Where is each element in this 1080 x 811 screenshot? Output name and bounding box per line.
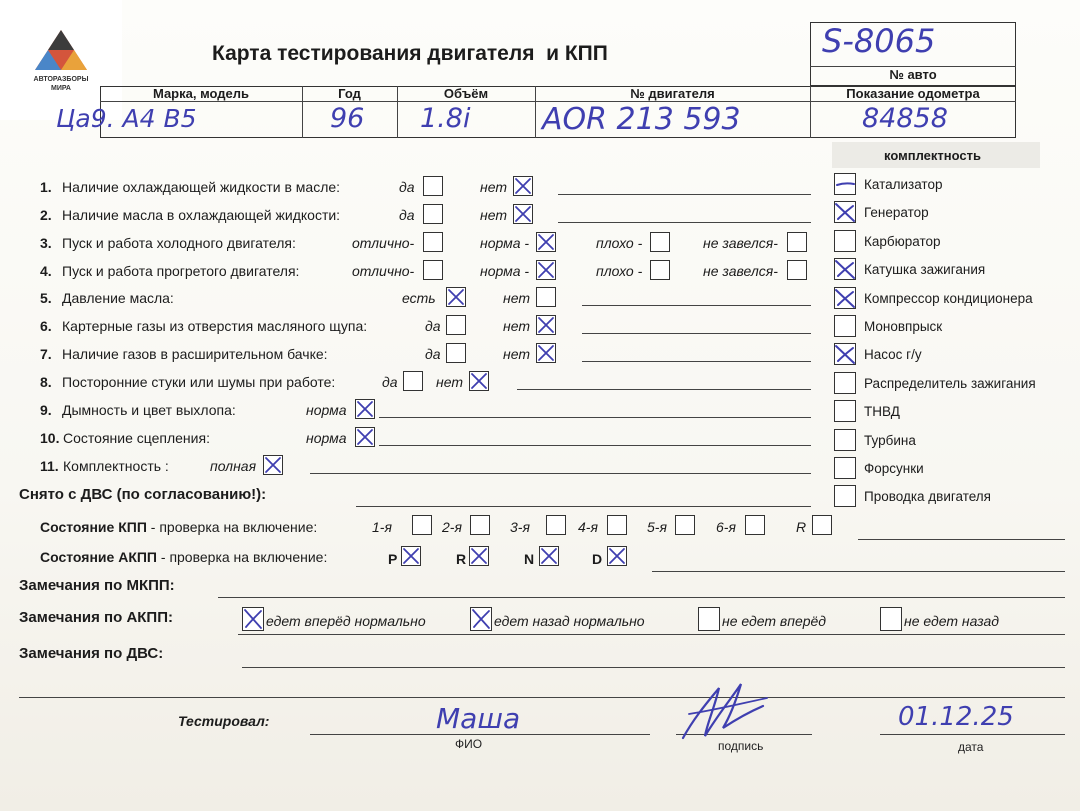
check-option-box[interactable] bbox=[536, 260, 556, 280]
check-row-number: 6. bbox=[40, 318, 52, 334]
check-option-box[interactable] bbox=[787, 260, 807, 280]
col-engine-number-header: № двигателя bbox=[630, 86, 715, 101]
check-option-box[interactable] bbox=[423, 260, 443, 280]
akpp-note-label: не едет назад bbox=[904, 613, 999, 629]
check-row-text: Давление масла: bbox=[62, 290, 174, 306]
logo-mark-icon bbox=[31, 26, 91, 74]
tested-by-label: Тестировал: bbox=[178, 713, 270, 729]
check-option-label: нет bbox=[503, 346, 530, 362]
check-row-text: Комплектность : bbox=[63, 458, 169, 474]
check-option-label: отлично- bbox=[352, 263, 415, 279]
check-option-box[interactable] bbox=[513, 176, 533, 196]
check-option-box[interactable] bbox=[446, 343, 466, 363]
check-row-text: Дымность и цвет выхлопа: bbox=[62, 402, 236, 418]
check-option-label: нет bbox=[503, 318, 530, 334]
check-row-line bbox=[558, 194, 811, 195]
removed-from-engine-label: Снято с ДВС (по согласованию!): bbox=[19, 486, 267, 503]
check-option-label: да bbox=[399, 179, 415, 195]
akpp-note-label: не едет вперёд bbox=[722, 613, 827, 629]
kpp-row-label bbox=[40, 519, 317, 535]
check-option-box[interactable] bbox=[355, 427, 375, 447]
year-value: 96 bbox=[330, 103, 365, 134]
check-option-label: есть bbox=[402, 290, 436, 306]
check-option-label: плохо - bbox=[596, 235, 643, 251]
check-option-label: плохо - bbox=[596, 263, 643, 279]
akpp-mode-box[interactable] bbox=[539, 546, 559, 566]
check-row-line bbox=[379, 445, 811, 446]
check-row-number: 7. bbox=[40, 346, 52, 362]
check-row-number: 8. bbox=[40, 374, 52, 390]
akpp-note-box[interactable] bbox=[242, 607, 264, 631]
check-option-box[interactable] bbox=[536, 287, 556, 307]
check-row-text: Наличие масла в охлаждающей жидкости: bbox=[62, 207, 341, 223]
check-option-box[interactable] bbox=[423, 232, 443, 252]
check-row-number: 4. bbox=[40, 263, 52, 279]
kpp-gear-box[interactable] bbox=[412, 515, 432, 535]
notes-akpp-label: Замечания по АКПП: bbox=[19, 609, 173, 626]
komplekt-checkbox[interactable] bbox=[834, 315, 856, 337]
check-option-box[interactable] bbox=[355, 399, 375, 419]
check-option-label: нет bbox=[436, 374, 463, 390]
akpp-title: Состояние АКПП bbox=[40, 549, 157, 565]
akpp-mode-box[interactable] bbox=[401, 546, 421, 566]
akpp-mode-label: P bbox=[388, 551, 398, 567]
check-row-line bbox=[517, 389, 811, 390]
check-option-label: полная bbox=[210, 458, 257, 474]
check-row-number: 9. bbox=[40, 402, 52, 418]
komplekt-checkbox[interactable] bbox=[834, 201, 856, 223]
komplekt-checkbox[interactable] bbox=[834, 429, 856, 451]
kpp-gear-label: 3-я bbox=[510, 519, 530, 535]
logo-text-line2: МИРА bbox=[51, 85, 71, 92]
akpp-mode-label: D bbox=[592, 551, 603, 567]
col-year-header: Год bbox=[338, 86, 361, 101]
check-option-box[interactable] bbox=[536, 232, 556, 252]
komplekt-checkbox[interactable] bbox=[834, 457, 856, 479]
check-row-number: 1. bbox=[40, 179, 52, 195]
komplekt-checkbox[interactable] bbox=[834, 173, 856, 195]
check-row-text: Пуск и работа холодного двигателя: bbox=[62, 235, 296, 251]
kpp-gear-box[interactable] bbox=[745, 515, 765, 535]
komplekt-item-label: Насос г/у bbox=[864, 347, 922, 363]
check-row-text: Картерные газы из отверстия масляного щупа: bbox=[62, 318, 368, 334]
komplekt-title: комплектность bbox=[884, 148, 981, 163]
akpp-note-box[interactable] bbox=[698, 607, 720, 631]
check-option-box[interactable] bbox=[263, 455, 283, 475]
tester-name-value: Маша bbox=[436, 702, 521, 735]
check-row-number: 3. bbox=[40, 235, 52, 251]
komplekt-checkbox[interactable] bbox=[834, 258, 856, 280]
check-row-number: 11. bbox=[40, 458, 59, 474]
auto-number-label: № авто bbox=[889, 67, 937, 82]
kpp-gear-label: 1-я bbox=[372, 519, 392, 535]
check-option-label: норма - bbox=[480, 235, 530, 251]
check-row-line bbox=[582, 305, 811, 306]
kpp-gear-label: 4-я bbox=[578, 519, 598, 535]
notes-mkpp-label: Замечания по МКПП: bbox=[19, 577, 175, 594]
komplekt-item-label: Карбюратор bbox=[864, 233, 941, 249]
komplekt-item-label: Турбина bbox=[864, 432, 916, 448]
check-option-label: отлично- bbox=[352, 235, 415, 251]
kpp-gear-box[interactable] bbox=[675, 515, 695, 535]
check-option-label: да bbox=[425, 318, 441, 334]
komplekt-item-label: ТНВД bbox=[864, 404, 900, 420]
akpp-subtitle: - проверка на включение: bbox=[157, 549, 328, 565]
date-caption: дата bbox=[958, 740, 984, 754]
check-row-text: Наличие охлаждающей жидкости в масле: bbox=[62, 179, 341, 195]
col-make-header: Марка, модель bbox=[152, 86, 250, 101]
signature-caption: подпись bbox=[718, 739, 764, 753]
akpp-note-label: едет назад нормально bbox=[494, 613, 645, 629]
auto-number-value: S-8065 bbox=[822, 22, 936, 60]
check-option-label: норма bbox=[306, 402, 347, 418]
komplekt-item-label: Компрессор кондиционера bbox=[864, 290, 1033, 306]
akpp-mode-label: N bbox=[524, 551, 535, 567]
check-option-label: да bbox=[425, 346, 441, 362]
akpp-mode-box[interactable] bbox=[607, 546, 627, 566]
check-option-box[interactable] bbox=[787, 232, 807, 252]
komplekt-item-label: Моновпрыск bbox=[864, 319, 943, 334]
check-option-box[interactable] bbox=[403, 371, 423, 391]
komplekt-checkbox[interactable] bbox=[834, 230, 856, 252]
komplekt-item-label: Генератор bbox=[864, 205, 929, 221]
check-option-box[interactable] bbox=[423, 176, 443, 196]
komplekt-checkbox[interactable] bbox=[834, 372, 856, 394]
check-option-label: не завелся- bbox=[703, 263, 778, 279]
akpp-row-label bbox=[40, 549, 327, 565]
kpp-gear-box[interactable] bbox=[470, 515, 490, 535]
kpp-gear-box[interactable] bbox=[607, 515, 627, 535]
check-option-box[interactable] bbox=[536, 343, 556, 363]
akpp-note-box[interactable] bbox=[470, 607, 492, 631]
check-option-box[interactable] bbox=[650, 260, 670, 280]
signature-icon bbox=[675, 676, 775, 746]
kpp-subtitle: - проверка на включение: bbox=[146, 519, 318, 535]
kpp-gear-label: 2-я bbox=[442, 519, 462, 535]
check-row-text: Посторонние стуки или шумы при работе: bbox=[62, 374, 336, 390]
check-row-number: 2. bbox=[40, 207, 52, 223]
komplekt-checkbox[interactable] bbox=[834, 400, 856, 422]
check-option-label: нет bbox=[480, 207, 507, 223]
check-option-box[interactable] bbox=[469, 371, 489, 391]
check-option-label: норма bbox=[306, 430, 347, 446]
komplekt-item-label: Катализатор bbox=[864, 177, 943, 192]
check-option-box[interactable] bbox=[536, 315, 556, 335]
col-odometer-header: Показание одометра bbox=[846, 86, 980, 101]
kpp-title: Состояние КПП bbox=[40, 519, 147, 535]
engine-number-value: AOR 213 593 bbox=[542, 102, 741, 137]
logo-text-line1: АВТОРАЗБОРЫ bbox=[33, 76, 89, 83]
check-row-number: 10. bbox=[40, 430, 60, 446]
akpp-mode-label: R bbox=[456, 551, 467, 567]
check-row-text: Наличие газов в расширительном бачке: bbox=[62, 346, 328, 362]
check-row-line bbox=[558, 222, 811, 223]
check-option-label: норма - bbox=[480, 263, 530, 279]
check-option-box[interactable] bbox=[446, 315, 466, 335]
check-row-line bbox=[379, 417, 811, 418]
akpp-note-label: едет вперёд нормально bbox=[266, 613, 426, 629]
check-row-number: 5. bbox=[40, 290, 52, 306]
check-option-label: не завелся- bbox=[703, 235, 778, 251]
check-option-box[interactable] bbox=[423, 204, 443, 224]
date-value: 01.12.25 bbox=[898, 702, 1014, 732]
komplekt-item-label: Проводка двигателя bbox=[864, 489, 991, 505]
check-row-text: Пуск и работа прогретого двигателя: bbox=[62, 263, 300, 279]
fio-caption: ФИО bbox=[455, 737, 483, 751]
komplekt-checkbox[interactable] bbox=[834, 287, 856, 309]
check-row-line bbox=[582, 333, 811, 334]
kpp-gear-box[interactable] bbox=[546, 515, 566, 535]
form-title: Карта тестирования двигателя и КПП bbox=[212, 42, 608, 65]
kpp-gear-label: R bbox=[796, 519, 807, 535]
check-option-box[interactable] bbox=[513, 204, 533, 224]
akpp-note-box[interactable] bbox=[880, 607, 902, 631]
check-row-line bbox=[310, 473, 811, 474]
check-option-box[interactable] bbox=[446, 287, 466, 307]
check-row-line bbox=[582, 361, 811, 362]
komplekt-checkbox[interactable] bbox=[834, 343, 856, 365]
komplekt-item-label: Распределитель зажигания bbox=[864, 375, 1036, 391]
kpp-gear-label: 6-я bbox=[716, 519, 736, 535]
kpp-gear-label: 5-я bbox=[647, 519, 667, 535]
check-option-label: нет bbox=[503, 290, 530, 306]
check-option-label: да bbox=[399, 207, 415, 223]
check-option-label: да bbox=[382, 374, 398, 390]
check-option-box[interactable] bbox=[650, 232, 670, 252]
make-model-value: Ца9. А4 В5 bbox=[56, 104, 197, 133]
akpp-mode-box[interactable] bbox=[469, 546, 489, 566]
komplekt-item-label: Катушка зажигания bbox=[864, 262, 986, 278]
volume-value: 1.8і bbox=[420, 103, 471, 134]
odometer-value: 84858 bbox=[862, 103, 948, 134]
check-option-label: нет bbox=[480, 179, 507, 195]
col-volume-header: Объём bbox=[443, 86, 489, 101]
kpp-gear-box[interactable] bbox=[812, 515, 832, 535]
komplekt-item-label: Форсунки bbox=[864, 461, 924, 476]
check-row-text: Состояние сцепления: bbox=[63, 430, 210, 446]
komplekt-checkbox[interactable] bbox=[834, 485, 856, 507]
notes-dvs-label: Замечания по ДВС: bbox=[19, 645, 164, 662]
